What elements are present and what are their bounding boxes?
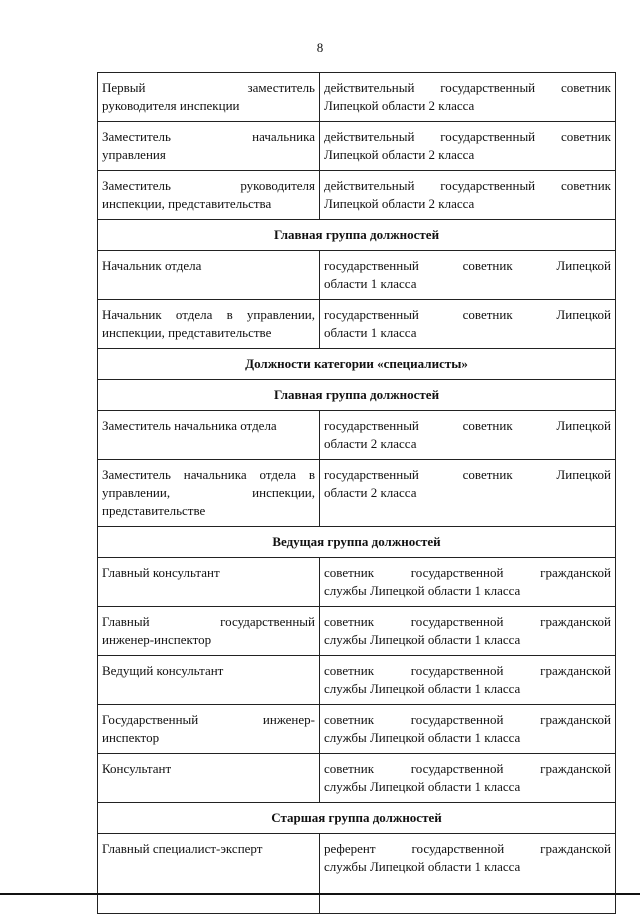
- position-title-line: Консультант: [102, 761, 172, 776]
- position-title-line: инспекции, представительстве: [102, 325, 272, 340]
- table-row: [98, 460, 616, 527]
- table-row: [98, 122, 616, 171]
- table-row: [98, 705, 616, 754]
- rank-cell: [320, 656, 616, 705]
- rank-cell: [320, 754, 616, 803]
- section-header-row: [98, 803, 616, 834]
- table-row: [98, 656, 616, 705]
- position-title-line: представительстве: [102, 503, 206, 518]
- section-header-row: [98, 220, 616, 251]
- rank-line: государственный советник Липецкой: [324, 418, 611, 433]
- table-row: [98, 411, 616, 460]
- rank-line: Липецкой области 2 класса: [324, 98, 475, 113]
- position-title-line: Заместитель руководителя: [102, 178, 315, 193]
- table-row: [98, 558, 616, 607]
- position-title-cell: [98, 607, 320, 656]
- rank-line: советник государственной гражданской: [324, 712, 611, 727]
- position-title-line: инженер-инспектор: [102, 632, 212, 647]
- rank-line: службы Липецкой области 1 класса: [324, 583, 521, 598]
- position-title-line: Государственный инженер-: [102, 712, 315, 727]
- rank-cell: [320, 300, 616, 349]
- rank-line: службы Липецкой области 1 класса: [324, 859, 521, 874]
- position-title-cell: [98, 122, 320, 171]
- position-title-cell: [98, 251, 320, 300]
- table-row: [98, 251, 616, 300]
- rank-line: референт государственной гражданской: [324, 841, 611, 856]
- position-title-line: инспекции, представительства: [102, 196, 272, 211]
- rank-line: области 1 класса: [324, 325, 417, 340]
- rank-cell: [320, 558, 616, 607]
- position-title-cell: [98, 411, 320, 460]
- position-title-line: Заместитель начальника отдела: [102, 418, 277, 433]
- position-title-line: инспектор: [102, 730, 160, 745]
- rank-cell: [320, 171, 616, 220]
- rank-line: службы Липецкой области 1 класса: [324, 632, 521, 647]
- section-title: Главная группа должностей: [98, 220, 616, 251]
- position-title-line: Главный государственный: [102, 614, 315, 629]
- rank-line: государственный советник Липецкой: [324, 258, 611, 273]
- position-title-cell: [98, 834, 320, 914]
- section-header-row: [98, 349, 616, 380]
- rank-line: области 2 класса: [324, 485, 417, 500]
- rank-cell: [320, 460, 616, 527]
- rank-line: области 2 класса: [324, 436, 417, 451]
- position-title-cell: [98, 300, 320, 349]
- rank-cell: [320, 251, 616, 300]
- positions-table: [97, 72, 616, 914]
- section-title: Ведущая группа должностей: [98, 527, 616, 558]
- rank-line: государственный советник Липецкой: [324, 307, 611, 322]
- position-title-cell: [98, 558, 320, 607]
- section-title: Старшая группа должностей: [98, 803, 616, 834]
- rank-line: службы Липецкой области 1 класса: [324, 730, 521, 745]
- rank-cell: [320, 73, 616, 122]
- rank-cell: [320, 705, 616, 754]
- table-row: [98, 300, 616, 349]
- position-title-line: Главный консультант: [102, 565, 220, 580]
- position-title-line: Первый заместитель: [102, 80, 315, 95]
- rank-line: службы Липецкой области 1 класса: [324, 779, 521, 794]
- rank-line: службы Липецкой области 1 класса: [324, 681, 521, 696]
- position-title-line: Начальник отдела: [102, 258, 202, 273]
- position-title-cell: [98, 656, 320, 705]
- section-header-row: [98, 380, 616, 411]
- section-header-row: [98, 527, 616, 558]
- rank-cell: [320, 122, 616, 171]
- position-title-line: руководителя инспекции: [102, 98, 240, 113]
- position-title-cell: [98, 460, 320, 527]
- position-title-line: управлении, инспекции,: [102, 485, 315, 500]
- rank-line: советник государственной гражданской: [324, 614, 611, 629]
- position-title-line: Заместитель начальника: [102, 129, 315, 144]
- position-title-line: Ведущий консультант: [102, 663, 224, 678]
- section-title: Должности категории «специалисты»: [98, 349, 616, 380]
- position-title-cell: [98, 754, 320, 803]
- rank-line: действительный государственный советник: [324, 80, 611, 95]
- table-row: [98, 73, 616, 122]
- rank-line: советник государственной гражданской: [324, 565, 611, 580]
- position-title-line: Заместитель начальника отдела в: [102, 467, 315, 482]
- rank-line: действительный государственный советник: [324, 129, 611, 144]
- rank-cell: [320, 411, 616, 460]
- rank-line: Липецкой области 2 класса: [324, 147, 475, 162]
- position-title-line: управления: [102, 147, 166, 162]
- position-title-cell: [98, 73, 320, 122]
- position-title-cell: [98, 705, 320, 754]
- rank-line: области 1 класса: [324, 276, 417, 291]
- rank-line: советник государственной гражданской: [324, 761, 611, 776]
- position-title-line: Главный специалист-эксперт: [102, 841, 263, 856]
- rank-cell: [320, 607, 616, 656]
- rank-line: государственный советник Липецкой: [324, 467, 611, 482]
- position-title-line: Начальник отдела в управлении,: [102, 307, 315, 322]
- table-row: [98, 607, 616, 656]
- page-number: 8: [316, 40, 324, 55]
- rank-line: советник государственной гражданской: [324, 663, 611, 678]
- position-title-cell: [98, 171, 320, 220]
- table-row: [98, 834, 616, 914]
- rank-cell: [320, 834, 616, 914]
- bottom-rule: [0, 893, 640, 895]
- table-row: [98, 754, 616, 803]
- section-title: Главная группа должностей: [98, 380, 616, 411]
- table-row: [98, 171, 616, 220]
- rank-line: действительный государственный советник: [324, 178, 611, 193]
- rank-line: Липецкой области 2 класса: [324, 196, 475, 211]
